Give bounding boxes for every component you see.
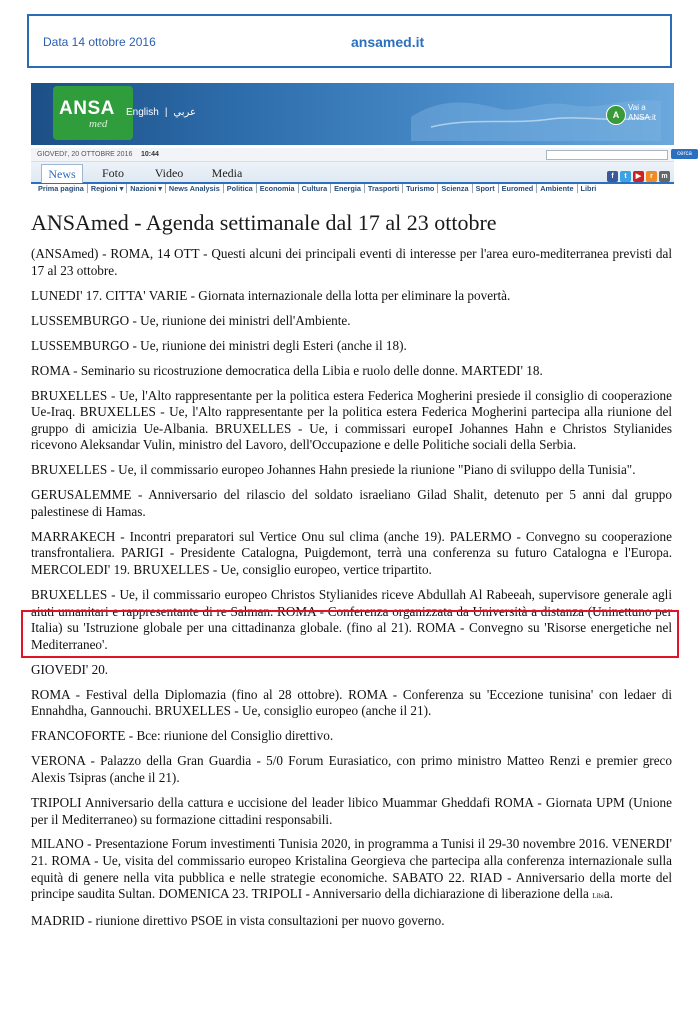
vai-line1: Vai a xyxy=(628,103,646,112)
search-input[interactable] xyxy=(546,150,668,160)
clipping-source[interactable]: ansamed.it xyxy=(351,34,425,50)
clipping-date: Data 14 ottobre 2016 xyxy=(43,35,156,49)
section-nav xyxy=(31,184,674,196)
search-button[interactable]: cerca xyxy=(671,149,698,159)
article-body xyxy=(31,246,672,938)
subnav-ambiente[interactable]: Ambiente xyxy=(537,184,577,193)
lang-separator: | xyxy=(164,107,168,118)
article-paragraph: FRANCOFORTE - Bce: riunione del Consiglio direttivo. xyxy=(31,728,334,744)
article-paragraph: BRUXELLES - Ue, il commissario europeo Christos Stylianides riceve Abdullah Al Rabeeah, supervisore generale agli aiuti umanitari e rappresentante di re Salman. ROMA - Conferenza organizzata da Università a distanza (Uninettuno per Italia) su 'Istruzione globale per una cittadinanza globale. (fino al 21). ROMA - Convegno su 'Risorse energetiche nel Mediterraneo'. xyxy=(31,587,672,652)
ansa-badge-icon: A xyxy=(606,105,626,125)
subnav-economia[interactable]: Economia xyxy=(257,184,299,193)
subnav-turismo[interactable]: Turismo xyxy=(403,184,438,193)
subnav-prima-pagina[interactable]: Prima pagina xyxy=(31,184,88,193)
article-paragraph: ROMA - Seminario su ricostruzione democratica della Libia e ruolo delle donne. MARTEDI' 18. xyxy=(31,362,543,378)
ansamed-logo[interactable] xyxy=(53,86,133,140)
main-tabs xyxy=(31,162,674,184)
article-paragraph xyxy=(31,836,672,904)
article-paragraph: MADRID - riunione direttivo PSOE in vista consultazioni per nuovo governo. xyxy=(31,913,445,929)
article-paragraph: BRUXELLES - Ue, il commissario europeo Johannes Hahn presiede la riunione "Piano di sviluppo della Tunisia". xyxy=(31,462,636,478)
social-links xyxy=(605,165,670,183)
site-banner xyxy=(31,83,674,145)
tab-foto[interactable]: Foto xyxy=(101,166,124,180)
article-title: ANSAmed - Agenda settimanale dal 17 al 23 ottobre xyxy=(31,210,497,235)
article-paragraph: MARRAKECH - Incontri preparatori sul Vertice Onu sul clima (anche 19). PALERMO - Convegno su cooperazione transfrontaliera. PARIGI - Presidente Catalogna, Puigdemont, terrà una conferenza su futuro Catalogna e l'Europa. MERCOLEDI' 19. BRUXELLES - Ue, consiglio europeo, vertice tripartito. xyxy=(31,528,672,578)
tab-media[interactable]: Media xyxy=(211,166,243,180)
article-paragraph: GIOVEDI' 20. xyxy=(31,661,109,677)
subnav-euromed[interactable]: Euromed xyxy=(499,184,538,193)
vai-ansa-link[interactable] xyxy=(606,103,666,127)
subnav-trasporti[interactable]: Trasporti xyxy=(365,184,403,193)
article-paragraph: TRIPOLI Anniversario della cattura e uccisione del leader libico Muammar Gheddafi ROMA - Giornata UPM (Unione per il Mediterraneo) su formazione cittadini responsabili. xyxy=(31,794,672,827)
logo-text: ANSA xyxy=(59,98,115,119)
logo-subtext: med xyxy=(89,118,108,130)
p15-main-text: MILANO - Presentazione Forum investimenti Tunisia 2020, in programma a Tunisi il 29-30 novembre 2016. VENERDI' 21. ROMA - Ue, visita del commissario europeo Kristalina Georgieva che partecipa alla conferenza internazionale sulla equità di genere nella vita pubblica e nelle strategie economiche. SABATO 22. RIAD - Anniversario della morte del principe saudita Sultan. DOMENICA 23. TRIPOLI - Anniversario della dichiarazione di liberazione della xyxy=(31,836,672,902)
article-paragraph: LUNEDI' 17. CITTA' VARIE - Giornata internazionale della lotta per eliminare la povertà. xyxy=(31,287,511,303)
mobile-icon[interactable]: m xyxy=(659,171,670,182)
current-time: 10:44 xyxy=(141,151,159,158)
article-paragraph: GERUSALEMME - Anniversario del rilascio del soldato israeliano Gilad Shalit, detenuto per 5 anni dal gruppo palestinese di Hamas. xyxy=(31,487,672,519)
article-paragraph: LUSSEMBURGO - Ue, riunione dei ministri degli Esteri (anche il 18). xyxy=(31,337,407,353)
subnav-libri[interactable]: Libri xyxy=(580,184,597,193)
lang-english-link[interactable]: English xyxy=(126,107,159,118)
article-paragraph: (ANSAmed) - ROMA, 14 OTT - Questi alcuni dei principali eventi di interesse per l'area euro-mediterranea previsti dal 17 al 23 ottobre. xyxy=(31,246,672,278)
language-switcher xyxy=(126,107,202,118)
rss-icon[interactable]: r xyxy=(646,171,657,182)
article-paragraph: BRUXELLES - Ue, l'Alto rappresentante per la politica estera Federica Mogherini presiede il consiglio di cooperazione Ue-Iraq. BRUXELLES - Ue, l'Alto rappresentante per la politica estera Federica Mogherini partecipa alla riunione del gruppo di amicizia Ue-Albania. BRUXELLES - Ue, i commissari europeI Johannes Hahn e Christos Stylianides ricevono Aleksandar Vulin, ministro del Lavoro, dell'Occupazione e delle Politiche sociali della Serbia. xyxy=(31,387,672,453)
subnav-nazioni[interactable]: Nazioni ▾ xyxy=(127,184,166,193)
tab-news[interactable]: News xyxy=(41,164,83,183)
vai-ansa-text xyxy=(628,103,656,123)
date-bar xyxy=(31,148,692,162)
p15-end-text: a. xyxy=(603,886,614,902)
article-paragraph: LUSSEMBURGO - Ue, riunione dei ministri dell'Ambiente. xyxy=(31,312,351,328)
subnav-energia[interactable]: Energia xyxy=(331,184,365,193)
youtube-icon[interactable]: ▶ xyxy=(633,171,644,182)
facebook-icon[interactable]: f xyxy=(607,171,618,182)
tab-video[interactable]: Video xyxy=(154,166,184,180)
twitter-icon[interactable]: t xyxy=(620,171,631,182)
vai-line2: ANSA.it xyxy=(628,113,657,122)
clipping-header xyxy=(27,14,672,68)
lang-arabic-link[interactable]: عربي xyxy=(173,107,197,118)
subnav-scienza[interactable]: Scienza xyxy=(438,184,472,193)
article-paragraph: VERONA - Palazzo della Gran Guardia - 5/0 Forum Eurasiatico, con primo ministro Matteo Renzi e premier greco Alexis Tsipras (anche il 21). xyxy=(31,753,672,785)
subnav-cultura[interactable]: Cultura xyxy=(299,184,332,193)
current-date: GIOVEDI', 20 OTTOBRE 2016 xyxy=(37,151,133,158)
subnav-sport[interactable]: Sport xyxy=(473,184,499,193)
subnav-politica[interactable]: Politica xyxy=(224,184,257,193)
subnav-regioni[interactable]: Regioni ▾ xyxy=(88,184,127,193)
p15-small-text: Libi xyxy=(592,892,604,901)
article-paragraph: ROMA - Festival della Diplomazia (fino al 28 ottobre). ROMA - Conferenza su 'Eccezione tunisina' con ledaer di Ennahdha, Gannouchi. BRUXELLES - Ue, consiglio europeo (anche il 21). xyxy=(31,686,672,719)
highlight-box xyxy=(21,610,679,658)
subnav-news-analysis[interactable]: News Analysis xyxy=(166,184,224,193)
